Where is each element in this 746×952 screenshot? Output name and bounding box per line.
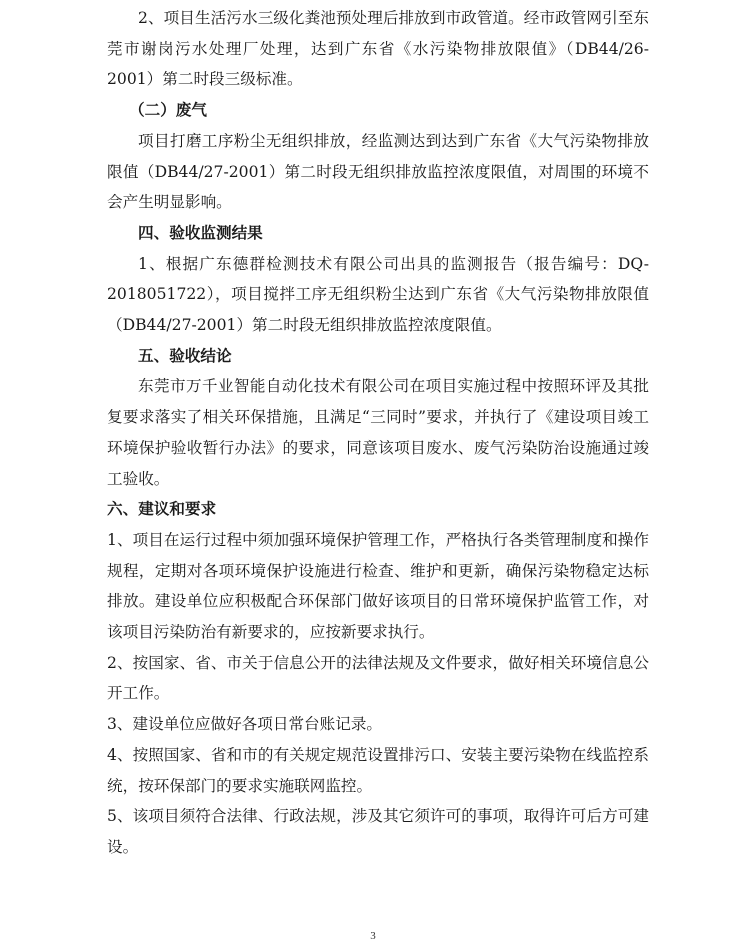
section-heading-suggestions: 六、建议和要求 xyxy=(107,500,217,519)
list-item-suggestion-5: 5、该项目须符合法律、行政法规，涉及其它须许可的事项，取得许可后方可建设。 xyxy=(107,807,649,856)
section-heading-monitoring-results: 四、验收监测结果 xyxy=(138,223,263,242)
list-item-suggestion-3: 3、建设单位应做好各项日常台账记录。 xyxy=(107,715,383,734)
list-item-suggestion-1: 1、项目在运行过程中须加强环境保护管理工作，严格执行各类管理制度和操作规程，定期对各项环境保护设施进行检查、维护和更新，确保污染物稳定达标排放。建设单位应积极配合环保部门做好该项目的日常环境保护监管工作，对该项目污染防治有新要求的，应按新要求执行。 xyxy=(107,530,649,642)
section-heading-waste-gas: （二）废气 xyxy=(129,101,207,120)
section-heading-conclusion: 五、验收结论 xyxy=(138,346,232,365)
page-number: 3 xyxy=(370,930,376,942)
list-item-suggestion-4: 4、按照国家、省和市的有关规定规范设置排污口、安装主要污染物在线监控系统，按环保部门的要求实施联网监控。 xyxy=(107,745,649,795)
paragraph-sewage-discharge: 2、项目生活污水三级化粪池预处理后排放到市政管道。经市政管网引至东莞市谢岗污水处理厂处理，达到广东省《水污染物排放限值》（DB44/26-2001）第二时段三级标准。 xyxy=(107,9,649,89)
list-item-suggestion-2: 2、按国家、省、市关于信息公开的法律法规及文件要求，做好相关环境信息公开工作。 xyxy=(107,653,649,703)
paragraph-conclusion: 东莞市万千业智能自动化技术有限公司在项目实施过程中按照环评及其批复要求落实了相关环保措施，且满足“三同时”要求，并执行了《建设项目竣工环境保护验收暂行办法》的要求，同意该项目废水、废气污染防治设施通过竣工验收。 xyxy=(107,377,649,488)
paragraph-monitoring-report: 1、根据广东德群检测技术有限公司出具的监测报告（报告编号：DQ-2018051722），项目搅拌工序无组织粉尘达到广东省《大气污染物排放限值（DB44/27-2001）第二时段无组织排放监控浓度限值。 xyxy=(107,254,649,335)
page-content xyxy=(107,3,649,863)
paragraph-dust-emission: 项目打磨工序粉尘无组织排放，经监测达到达到广东省《大气污染物排放限值（DB44/27-2001）第二时段无组织排放监控浓度限值，对周围的环境不会产生明显影响。 xyxy=(107,131,649,212)
